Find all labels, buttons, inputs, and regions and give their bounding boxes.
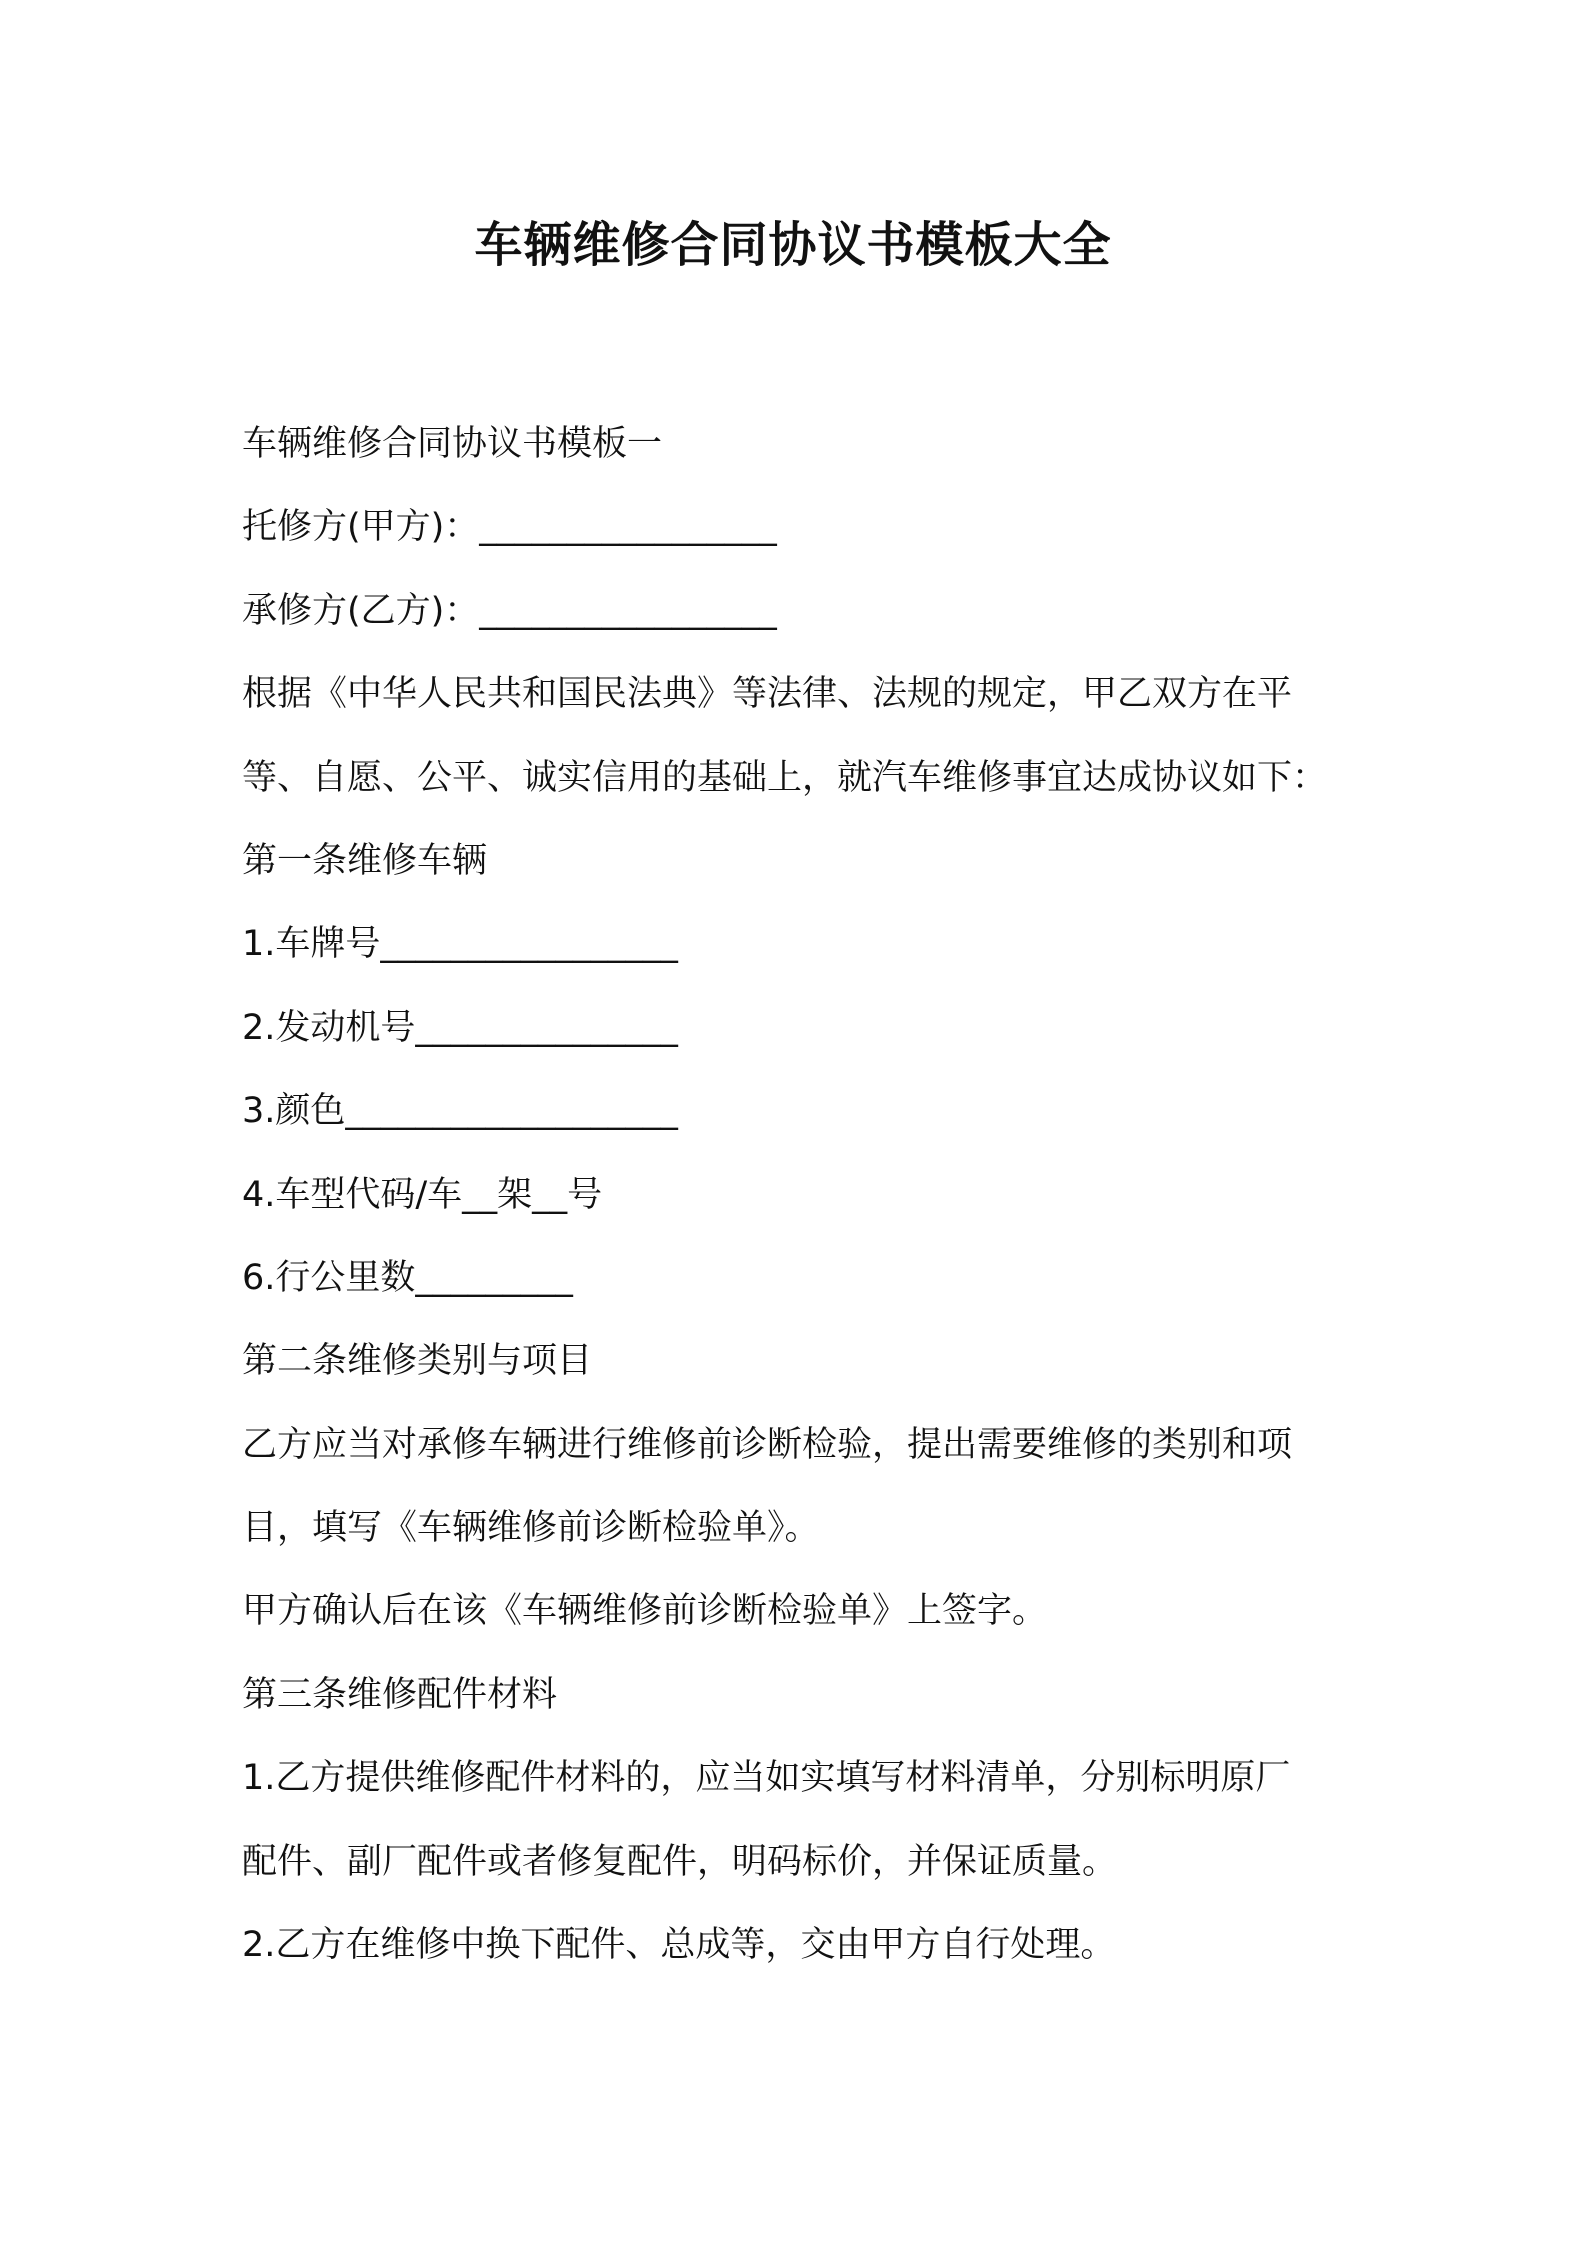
- party-a-line: 托修方(甲方)：_________________: [242, 507, 777, 548]
- mileage-line: 6.行公里数_________: [242, 1257, 573, 1298]
- vehicle-plate-line: 1.车牌号_________________: [242, 924, 678, 965]
- preamble-line-1: 根据《中华人民共和国民法典》等法律、法规的规定，甲乙双方在平: [242, 674, 1293, 715]
- model-code-line: 4.车型代码/车__架__号: [242, 1174, 603, 1215]
- article-2-heading: 第二条维修类别与项目: [242, 1341, 593, 1382]
- article-3-item-2: 2.乙方在维修中换下配件、总成等，交由甲方自行处理。: [242, 1925, 1116, 1966]
- article-3-item-1-line-1: 1.乙方提供维修配件材料的，应当如实填写材料清单，分别标明原厂: [242, 1758, 1291, 1799]
- article-2-text-line-2: 目，填写《车辆维修前诊断检验单》。: [242, 1508, 820, 1549]
- document-body: [242, 403, 1362, 1987]
- article-1-heading: 第一条维修车辆: [242, 840, 488, 881]
- article-2-text-line-3: 甲方确认后在该《车辆维修前诊断检验单》上签字。: [242, 1591, 1048, 1632]
- party-b-line: 承修方(乙方)：_________________: [242, 590, 777, 631]
- color-line: 3.颜色___________________: [242, 1091, 678, 1132]
- section-heading-template-one: 车辆维修合同协议书模板一: [242, 424, 663, 464]
- engine-number-line: 2.发动机号_______________: [242, 1007, 678, 1048]
- article-3-heading: 第三条维修配件材料: [242, 1674, 558, 1715]
- article-2-text-line-1: 乙方应当对承修车辆进行维修前诊断检验，提出需要维修的类别和项: [242, 1424, 1293, 1465]
- preamble-line-2: 等、自愿、公平、诚实信用的基础上，就汽车维修事宜达成协议如下：: [242, 757, 1328, 798]
- document-title: 车辆维修合同协议书模板大全: [474, 217, 1112, 273]
- article-3-item-1-line-2: 配件、副厂配件或者修复配件，明码标价，并保证质量。: [242, 1841, 1118, 1882]
